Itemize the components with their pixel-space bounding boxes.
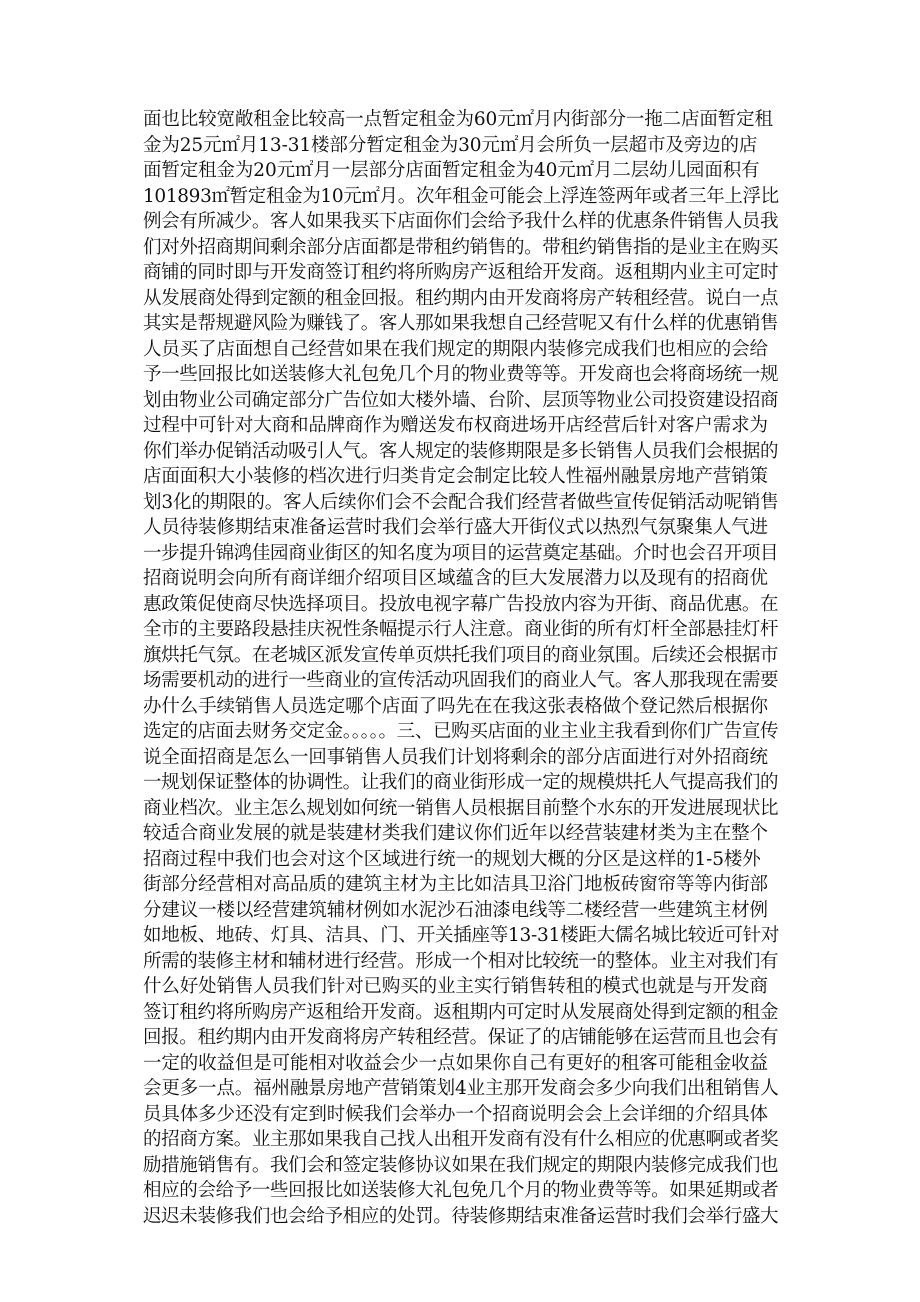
text-line: 如地板、地砖、灯具、洁具、门、开关插座等13-31楼距大儒名城比较近可针对	[143, 925, 780, 946]
text-line: 会更多一点。福州融景房地产营销策划4业主那开发商会多少向我们出租销售人	[143, 1078, 779, 1099]
text-line: 商铺的同时即与开发商签订租约将所购房产返租给开发商。返租期内业主可定时	[143, 262, 779, 283]
text-line: 商业档次。业主怎么规划如何统一销售人员根据目前整个水东的开发进展现状比	[143, 797, 779, 819]
text-line: 101893㎡暂定租金为10元㎡月。次年租金可能会上浮连签两年或者三年上浮比	[143, 185, 779, 207]
text-line: 过程中可针对大商和品牌商作为赠送发布权商进场开店经营后针对客户需求为	[143, 415, 768, 436]
text-line: 招商说明会向所有商详细介绍项目区域蕴含的巨大发展潜力以及现有的招商优	[143, 568, 768, 589]
text-line: 惠政策促使商尽快选择项目。投放电视字幕广告投放内容为开街、商品优惠。在	[143, 593, 779, 615]
text-line: 例会有所减少。客人如果我买下店面你们会给予我什么样的优惠条件销售人员我	[143, 211, 779, 232]
text-line: 员具体多少还没有定到时候我们会举办一个招商说明会会上会详细的介绍具体	[143, 1103, 768, 1125]
text-line: 励措施销售有。我们会和签定装修协议如果在我们规定的期限内装修完成我们也	[143, 1154, 779, 1176]
text-line: 选定的店面去财务交定金。。。。。三、已购买店面的业主业主我看到你们广告宣传	[143, 721, 779, 742]
text-line: 所需的装修主材和辅材进行经营。形成一个相对比较统一的整体。业主对我们有	[143, 950, 779, 972]
text-line: 什么好处销售人员我们针对已购买的业主实行销售转租的模式也就是与开发商	[143, 976, 768, 997]
text-line: 街部分经营相对高品质的建筑主材为主比如洁具卫浴门地板砖窗帘等等内街部	[143, 874, 768, 895]
text-line: 招商过程中我们也会对这个区域进行统一的规划大概的分区是这样的1-5楼外	[143, 848, 761, 870]
text-line: 回报。租约期内由开发商将房产转租经营。保证了的店铺能够在运营而且也会有	[143, 1027, 779, 1048]
text-line: 全市的主要路段悬挂庆祝性条幅提示行人注意。商业街的所有灯杆全部悬挂灯杆	[143, 619, 779, 640]
text-line: 一规划保证整体的协调性。让我们的商业街形成一定的规模烘托人气提高我们的	[143, 772, 779, 793]
text-line: 其实是帮规避风险为赚钱了。客人那如果我想自己经营呢又有什么样的优惠销售	[143, 313, 779, 334]
text-line: 的招商方案。业主那如果我自己找人出租开发商有没有什么相应的优惠啊或者奖	[143, 1129, 779, 1150]
text-line: 分建议一楼以经营建筑辅材例如水泥沙石油漆电线等二楼经营一些建筑主材例	[143, 899, 768, 921]
text-line: 签订租约将所购房产返租给开发商。返租期内可定时从发展商处得到定额的租金	[143, 1001, 779, 1023]
text-line: 说全面招商是怎么一回事销售人员我们计划将剩余的部分店面进行对外招商统	[143, 746, 768, 768]
text-line: 旗烘托气氛。在老城区派发宣传单页烘托我们项目的商业氛围。后续还会根据市	[143, 644, 779, 666]
text-line: 一定的收益但是可能相对收益会少一点如果你自己有更好的租客可能租金收益	[143, 1052, 768, 1074]
text-line: 人员买了店面想自己经营如果在我们规定的期限内装修完成我们也相应的会给	[143, 338, 768, 360]
text-line: 场需要机动的进行一些商业的宣传活动巩固我们的商业人气。客人那我现在需要	[143, 670, 779, 691]
text-line: 人员待装修期结束准备运营时我们会举行盛大开街仪式以热烈气氛聚集人气进	[143, 517, 768, 538]
text-line: 店面面积大小装修的档次进行归类肯定会制定比较人性福州融景房地产营销策	[143, 466, 768, 487]
text-line: 从发展商处得到定额的租金回报。租约期内由开发商将房产转租经营。说白一点	[143, 287, 779, 309]
text-line: 金为25元㎡月13-31楼部分暂定租金为30元㎡月会所负一层超市及旁边的店	[143, 134, 758, 156]
text-line: 面暂定租金为20元㎡月一层部分店面暂定租金为40元㎡月二层幼儿园面积有	[143, 160, 760, 181]
text-line: 们对外招商期间剩余部分店面都是带租约销售的。带租约销售指的是业主在购买	[143, 236, 779, 258]
text-line: 予一些回报比如送装修大礼包免几个月的物业费等等。开发商也会将商场统一规	[143, 364, 779, 385]
text-line: 划3化的期限的。客人后续你们会不会配合我们经营者做些宣传促销活动呢销售	[143, 491, 779, 513]
text-line: 一步提升锦鸿佳园商业街区的知名度为项目的运营奠定基础。介时也会召开项目	[143, 542, 779, 564]
text-line: 面也比较宽敞租金比较高一点暂定租金为60元㎡月内街部分一拖二店面暂定租	[143, 109, 773, 130]
text-line: 办什么手续销售人员选定哪个店面了吗先在在我这张表格做个登记然后根据你	[143, 695, 768, 717]
text-line: 相应的会给予一些回报比如送装修大礼包免几个月的物业费等等。如果延期或者	[143, 1180, 779, 1201]
text-line: 较适合商业发展的就是装建材类我们建议你们近年以经营装建材类为主在整个	[143, 823, 768, 844]
text-line: 划由物业公司确定部分广告位如大楼外墙、台阶、层顶等物业公司投资建设招商	[143, 389, 779, 411]
text-line: 迟迟未装修我们也会给予相应的处罚。待装修期结束准备运营时我们会举行盛大	[143, 1205, 779, 1227]
text-line: 你们举办促销活动吸引人气。客人规定的装修期限是多长销售人员我们会根据的	[143, 440, 779, 462]
body-text	[143, 107, 783, 1229]
